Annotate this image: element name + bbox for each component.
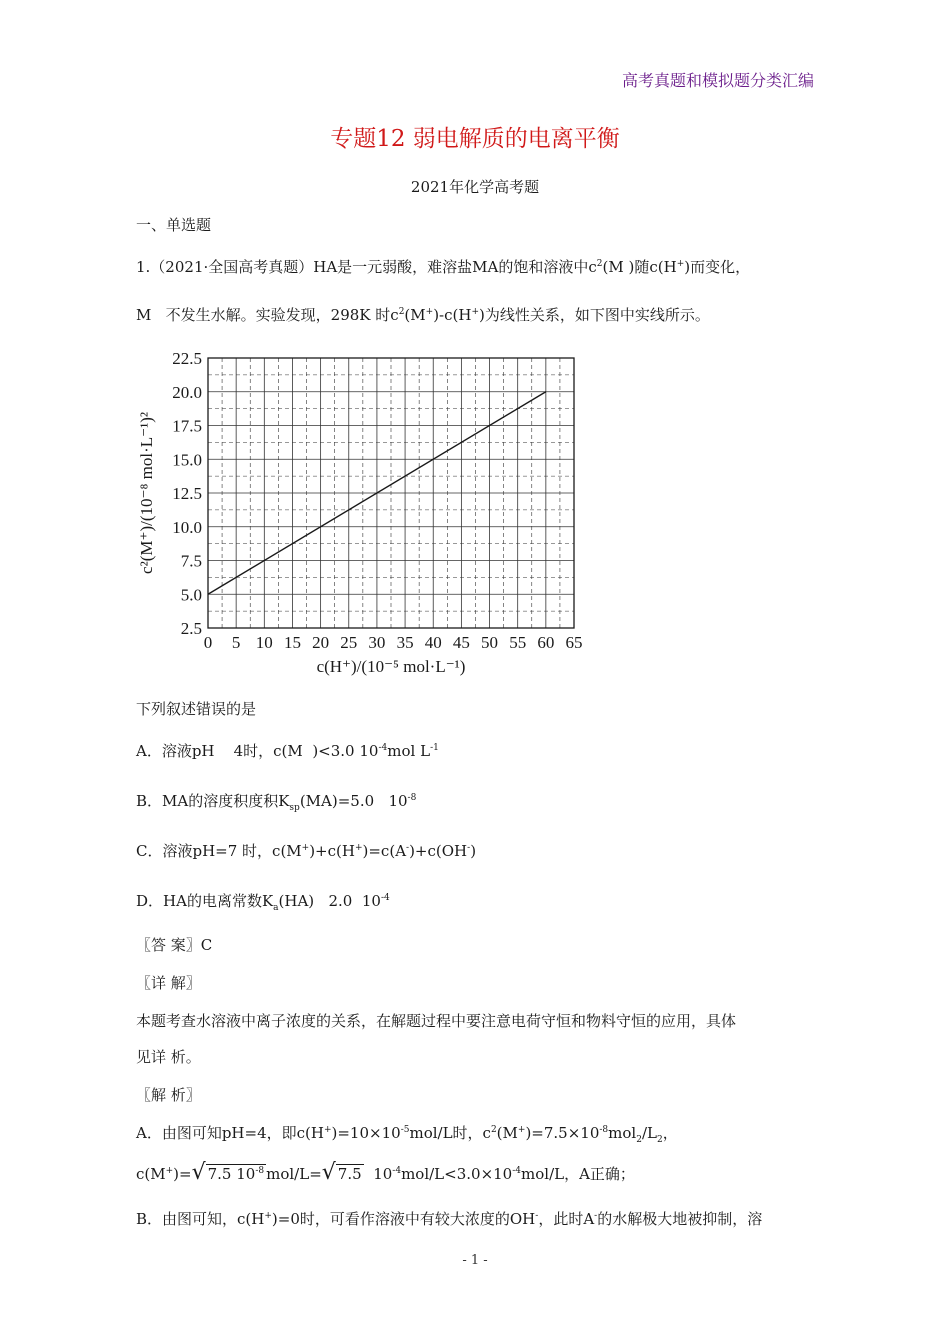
y-tick-label: 12.5: [172, 484, 202, 503]
y-tick-label: 22.5: [172, 349, 202, 368]
question-line-2: M 不发生水解。实验发现，298K 时$c^2(M^+)-c(H^+)$为线性关系，如下图中实线所示。: [136, 306, 710, 324]
x-tick-label: 5: [231, 633, 241, 652]
x-tick-label: 60: [537, 633, 555, 652]
x-axis-label: c(H⁺)/(10⁻⁵ mol·L⁻¹): [316, 657, 466, 676]
y-tick-labels: [172, 349, 202, 638]
x-tick-label: 10: [255, 633, 273, 652]
prompt-text: 下列叙述错误的是: [136, 700, 257, 718]
page-subtitle: 2021年化学高考题: [410, 178, 540, 196]
x-tick-label: 30: [368, 633, 386, 652]
option-d: D．HA的电离常数$K_a(HA)$ 2.0 $10^{-4}$: [136, 892, 390, 913]
x-tick-label: 0: [203, 633, 213, 652]
question-line-1: 1.（2021·全国高考真题）HA是一元弱酸，难溶盐MA的饱和溶液中$c^2(M$ )随c(H+)而变化，: [136, 258, 751, 276]
option-b: B．MA的溶度积度积$K_{sp}(MA)=5.0$ $10^{-8}$: [136, 792, 417, 813]
x-tick-label: 15: [283, 633, 301, 652]
option-c: C．溶液pH=7 时，c(M+)+c(H+)=c(A-)+c(OH-): [136, 842, 477, 860]
option-a: A．溶液pH 4时，c(M )<3.0 $10^{-4}mol$ $L^{-1}$: [136, 742, 439, 760]
x-tick-label: 45: [452, 633, 470, 652]
line-chart: [130, 340, 600, 685]
detail-text-2: 见详 析。: [136, 1048, 201, 1066]
analysis-line-1: A．由图可知pH=4，即$c(H^+)=10\times 10^{-5}mol/L$时，$c^2(M^+)=7.5\times 10^{-8}mol_2/L_2$，: [136, 1124, 678, 1145]
answer: 〖答 案〗C: [136, 936, 213, 954]
page-number: - 1 -: [462, 1253, 488, 1268]
y-tick-label: 2.5: [180, 619, 202, 638]
detail-label: 〖详 解〗: [136, 974, 201, 992]
sqrt-expression-1: √ 7.5 $10^{-8}$: [191, 1160, 265, 1185]
analysis-label: 〖解 析〗: [136, 1086, 201, 1104]
y-tick-label: 17.5: [172, 416, 202, 436]
x-tick-label: 50: [481, 633, 499, 652]
analysis-line-2: c(M+)=√ 7.5 $10^{-8}$ mol/L=√ 7.5 $10^{-4}mol/L<3.0\times 10^{-4}mol/L$，A正确；: [136, 1160, 635, 1185]
sqrt-expression-2: √ 7.5: [321, 1160, 362, 1185]
x-tick-labels: [204, 633, 583, 652]
section-heading: 一、单选题: [136, 216, 212, 234]
x-tick-label: 25: [340, 633, 358, 652]
y-axis-label: c²(M⁺)/(10⁻⁸ mol·L⁻¹)²: [137, 412, 156, 574]
y-tick-label: 5.0: [180, 585, 202, 605]
header-note: 高考真题和模拟题分类汇编: [621, 71, 814, 90]
y-tick-label: 10.0: [172, 517, 202, 537]
detail-text-1: 本题考查水溶液中离子浓度的关系，在解题过程中要注意电荷守恒和物料守恒的应用，具体: [136, 1012, 737, 1030]
analysis-line-3: B．由图可知，c(H+)=0时，可看作溶液中有较大浓度的OH-，此时A-的水解极大地被抑制，溶: [136, 1210, 763, 1228]
x-tick-label: 35: [396, 633, 414, 652]
y-tick-label: 15.0: [172, 450, 202, 470]
chart-grid: [208, 358, 574, 628]
y-tick-label: 20.0: [172, 382, 202, 402]
x-tick-label: 65: [565, 633, 583, 652]
x-tick-label: 55: [509, 633, 527, 652]
y-tick-label: 7.5: [180, 551, 202, 571]
x-tick-label: 40: [424, 633, 442, 652]
x-tick-label: 20: [312, 633, 330, 652]
page-title: 专题12 弱电解质的电离平衡: [330, 126, 620, 152]
